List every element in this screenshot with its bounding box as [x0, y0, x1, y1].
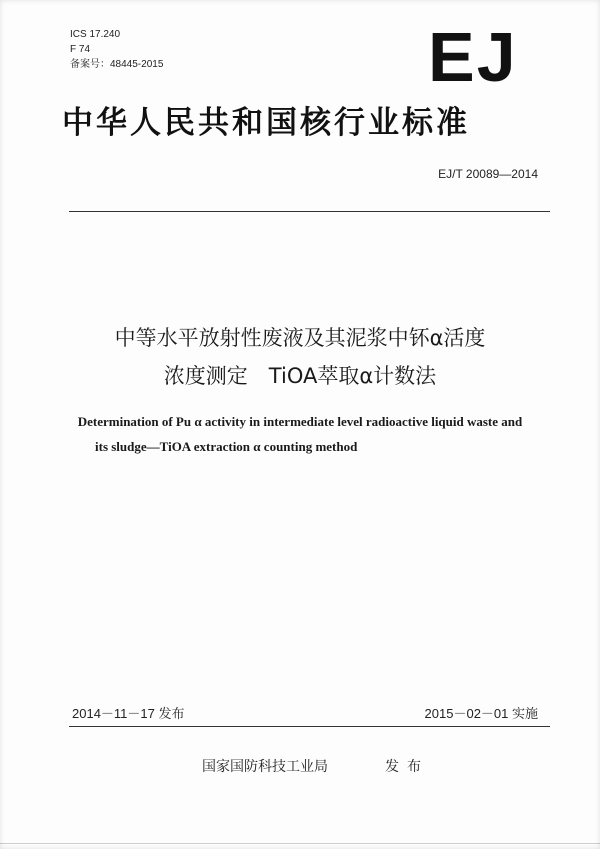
ej-logo: EJ [428, 18, 518, 96]
implementation-date: 2015－02－01 实施 [424, 706, 538, 721]
header-divider [69, 211, 550, 212]
publish-label: 发布 [385, 759, 429, 775]
footer-divider [69, 726, 550, 727]
chinese-title-line-2: 浓度测定 TiOA萃取α计数法 [163, 364, 437, 388]
ccs-code: F 74 [70, 44, 91, 55]
record-number: 备案号：48445-2015 [70, 59, 164, 70]
scan-artifact-line [0, 843, 600, 844]
standard-code: EJ/T 20089—2014 [438, 167, 538, 181]
english-title-line-2: its sludge—TiOA extraction α counting method [95, 439, 358, 454]
classification-block [70, 27, 163, 72]
english-title-line-1: Determination of Pu α activity in intermediate level radioactive liquid waste and [77, 414, 523, 429]
chinese-title-line-1: 中等水平放射性废液及其泥浆中钚α活度 [114, 326, 486, 350]
issue-date: 2014－11－17 发布 [72, 706, 185, 721]
publisher-name: 国家国防科技工业局 [202, 759, 328, 775]
ics-code: ICS 17.240 [70, 29, 121, 40]
standard-category-title: 中华人民共和国核行业标准 [62, 105, 470, 141]
